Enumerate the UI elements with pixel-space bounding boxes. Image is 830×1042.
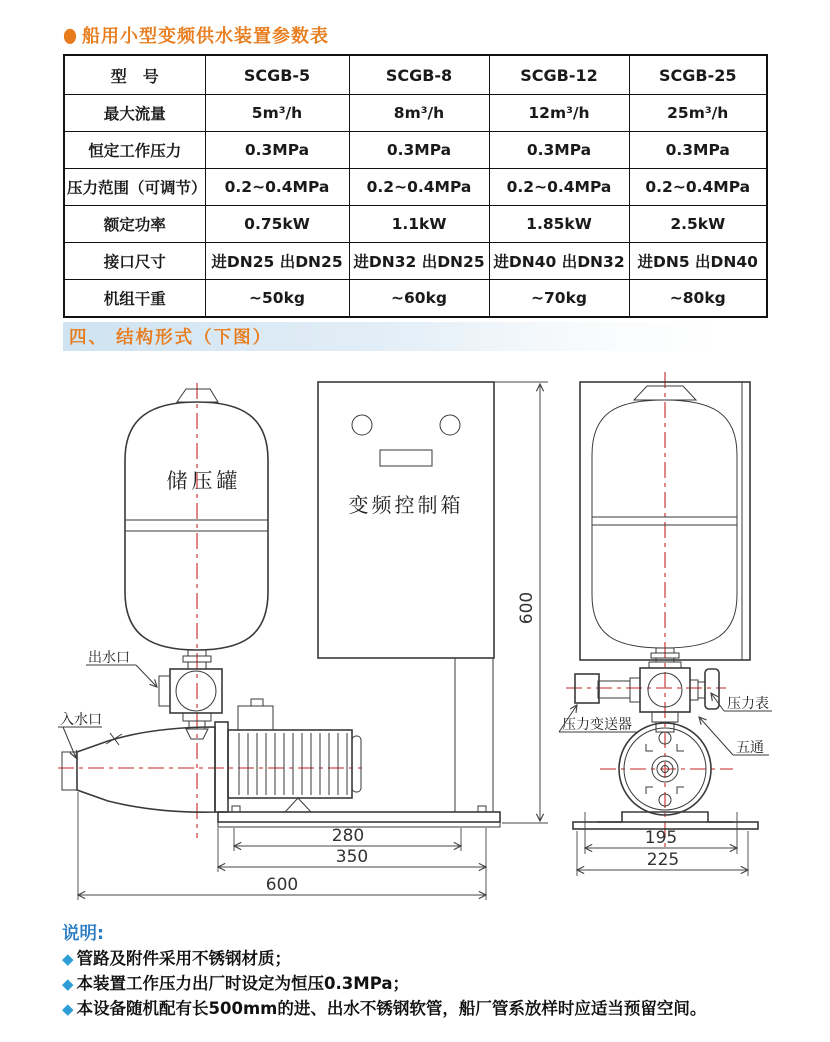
cell: 进DN32 出DN25 (349, 243, 489, 280)
svg-text:600: 600 (517, 591, 537, 625)
indicator-lamp-icon (352, 415, 372, 435)
structure-diagram (0, 360, 830, 920)
cell: 0.3MPa (205, 132, 349, 169)
cell: 0.2~0.4MPa (205, 169, 349, 206)
cell: 0.75kW (205, 206, 349, 243)
header-cell: SCGB-25 (629, 55, 767, 95)
motor-fins (239, 733, 347, 795)
section-heading-text: 四、 结构形式（下图） (69, 328, 273, 348)
control-box (318, 382, 494, 812)
indicator-lamp-icon (440, 415, 460, 435)
table-row (64, 169, 767, 206)
cell: 2.5kW (629, 206, 767, 243)
note-item (62, 997, 802, 1022)
cell: ~70kg (489, 280, 629, 318)
header-cell: SCGB-8 (349, 55, 489, 95)
cell: 1.1kW (349, 206, 489, 243)
row-label: 额定功率 (64, 206, 205, 243)
cell: 0.3MPa (629, 132, 767, 169)
title-bullet-icon: ● (63, 22, 78, 47)
note-text: 管路及附件采用不锈钢材质； (76, 949, 292, 968)
control-box-label: 变频控制箱 (348, 493, 464, 517)
table-row (64, 243, 767, 280)
display-window (380, 450, 432, 466)
cell: 进DN40 出DN32 (489, 243, 629, 280)
row-label: 压力范围（可调节） (64, 169, 205, 206)
label-pressure-gauge (711, 693, 772, 712)
cell: ~80kg (629, 280, 767, 318)
title-text: 船用小型变频供水装置参数表 (81, 26, 329, 47)
cell: ~50kg (205, 280, 349, 318)
cell: 8m³/h (349, 95, 489, 132)
page-title (63, 22, 329, 48)
table-row (64, 280, 767, 318)
svg-text:350: 350 (335, 847, 369, 867)
svg-text:600: 600 (265, 875, 299, 895)
diamond-bullet-icon: ◆ (62, 974, 74, 993)
svg-text:280: 280 (331, 826, 365, 846)
svg-text:压力变送器: 压力变送器 (562, 717, 632, 733)
left-pump-assembly (62, 650, 500, 827)
centerlines (58, 372, 733, 848)
parameter-table (63, 54, 768, 318)
table-row (64, 132, 767, 169)
note-text: 本设备随机配有长500mm的进、出水不锈钢软管，船厂管系放样时应适当预留空间。 (76, 998, 707, 1018)
note-item (62, 972, 802, 997)
table-header-row (64, 55, 767, 95)
cell: ~60kg (349, 280, 489, 318)
tank-label: 储压罐 (166, 469, 242, 493)
pressure-gauge-shape (705, 669, 719, 709)
row-label: 机组干重 (64, 280, 205, 318)
table-row (64, 95, 767, 132)
svg-text:195: 195 (644, 828, 678, 848)
label-five-way (699, 717, 769, 756)
note-text: 本装置工作压力出厂时设定为恒压0.3MPa； (76, 973, 409, 993)
label-pressure-transmitter (559, 705, 637, 733)
header-cell: SCGB-12 (489, 55, 629, 95)
row-label: 恒定工作压力 (64, 132, 205, 169)
notes-heading: 说明: (62, 924, 104, 944)
cell: 25m³/h (629, 95, 767, 132)
svg-text:225: 225 (646, 850, 680, 870)
dimension-195 (585, 812, 737, 854)
svg-text:入水口: 入水口 (60, 712, 102, 728)
cell: 12m³/h (489, 95, 629, 132)
svg-text:出水口: 出水口 (88, 650, 130, 666)
cell: 进DN5 出DN40 (629, 243, 767, 280)
cell: 0.2~0.4MPa (349, 169, 489, 206)
note-item (62, 947, 802, 972)
svg-text:压力表: 压力表 (727, 696, 769, 712)
diamond-bullet-icon: ◆ (62, 950, 74, 968)
header-cell: SCGB-5 (205, 55, 349, 95)
cell: 0.3MPa (349, 132, 489, 169)
cell: 0.2~0.4MPa (489, 169, 629, 206)
row-label: 接口尺寸 (64, 243, 205, 280)
header-cell: 型 号 (64, 55, 205, 95)
label-outlet (86, 649, 157, 687)
cell: 进DN25 出DN25 (205, 243, 349, 280)
cell: 0.2~0.4MPa (629, 169, 767, 206)
diamond-bullet-icon: ◆ (62, 999, 74, 1018)
dimension-vertical-600 (494, 382, 548, 823)
section-heading-banner (63, 322, 790, 351)
cell: 1.85kW (489, 206, 629, 243)
cell: 0.3MPa (489, 132, 629, 169)
svg-text:五通: 五通 (736, 740, 764, 756)
notes-section (62, 920, 802, 1021)
table-row (64, 206, 767, 243)
cell: 5m³/h (205, 95, 349, 132)
row-label: 最大流量 (64, 95, 205, 132)
